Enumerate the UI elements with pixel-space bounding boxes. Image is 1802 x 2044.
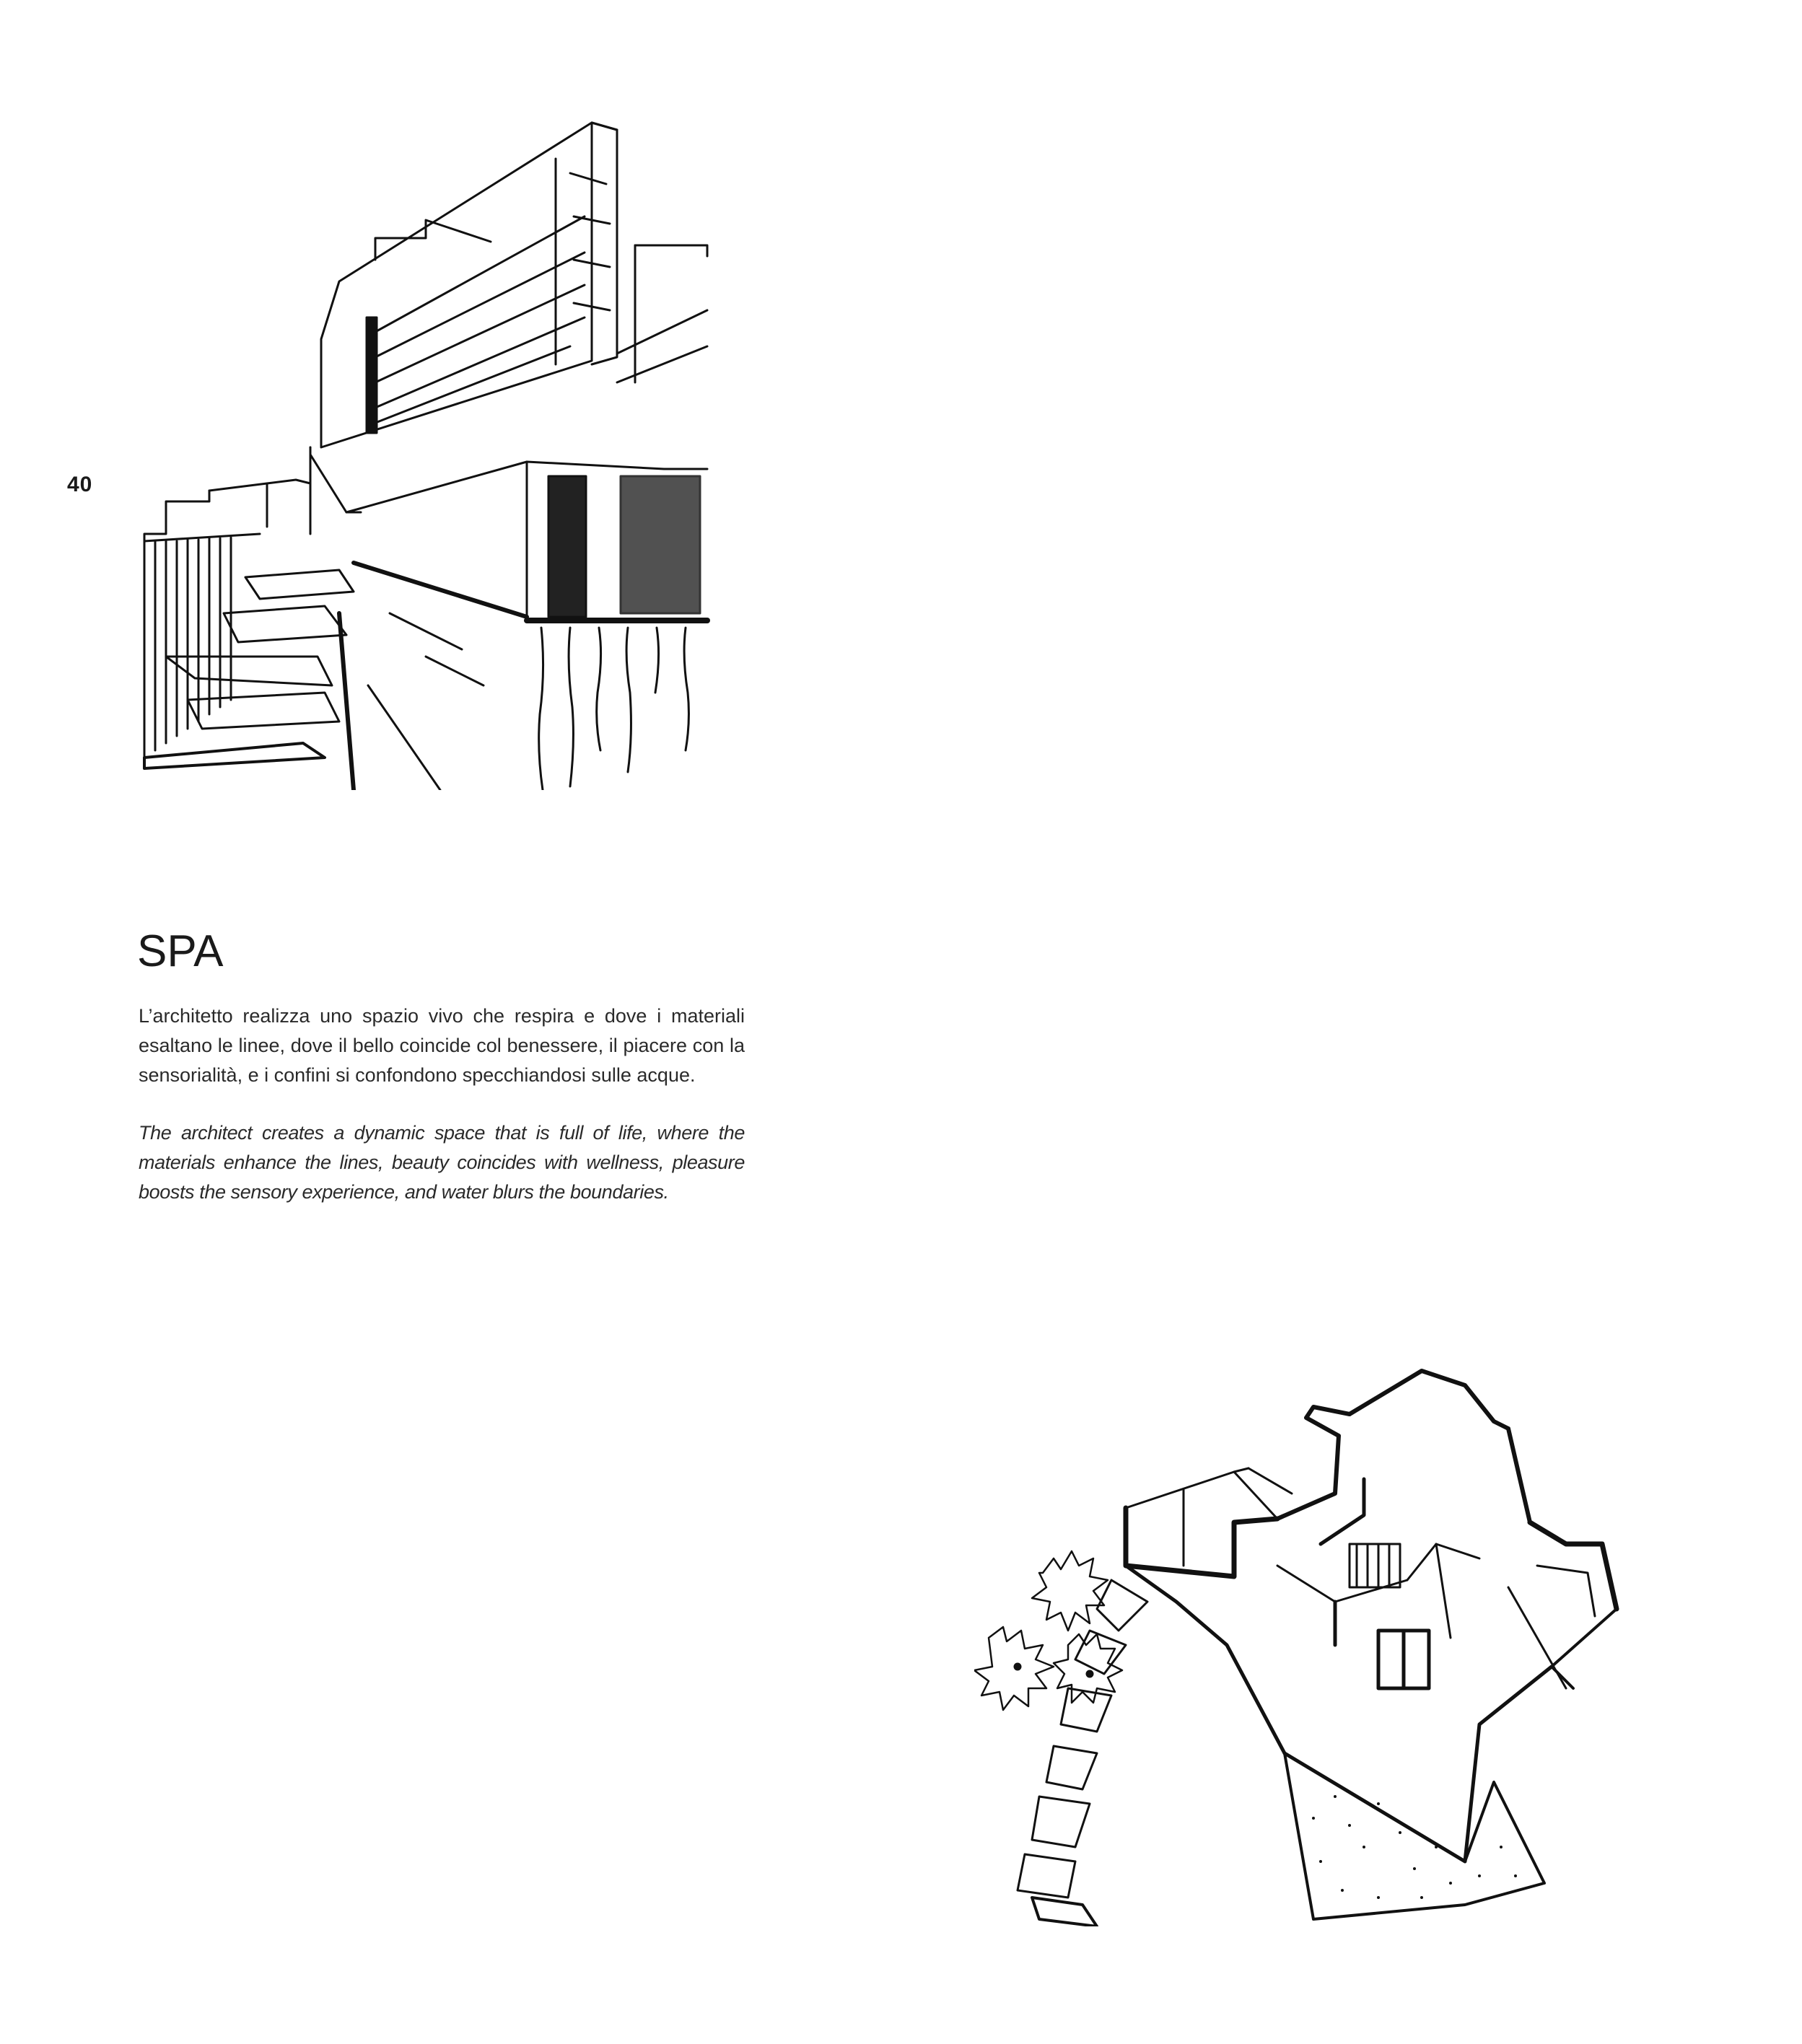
spa-floor-plan-sketch: [974, 1328, 1624, 1926]
spa-perspective-sketch: [137, 108, 736, 790]
section-title: SPA: [137, 926, 224, 976]
page-number: 40: [67, 473, 93, 496]
description-english: The architect creates a dynamic space that is full of life, where the materials enhance the lines, beauty coincides with wellness, pleasure boosts the sensory experience, and water blurs the boundaries.: [139, 1122, 745, 1203]
description-italian: L’architetto realizza uno spazio vivo che respira e dove i materiali esaltano le linee, dove il bello coincide col benessere, il piacere con la sensorialità, e i confini si confondono specchiandosi sulle acque.: [139, 1005, 745, 1086]
